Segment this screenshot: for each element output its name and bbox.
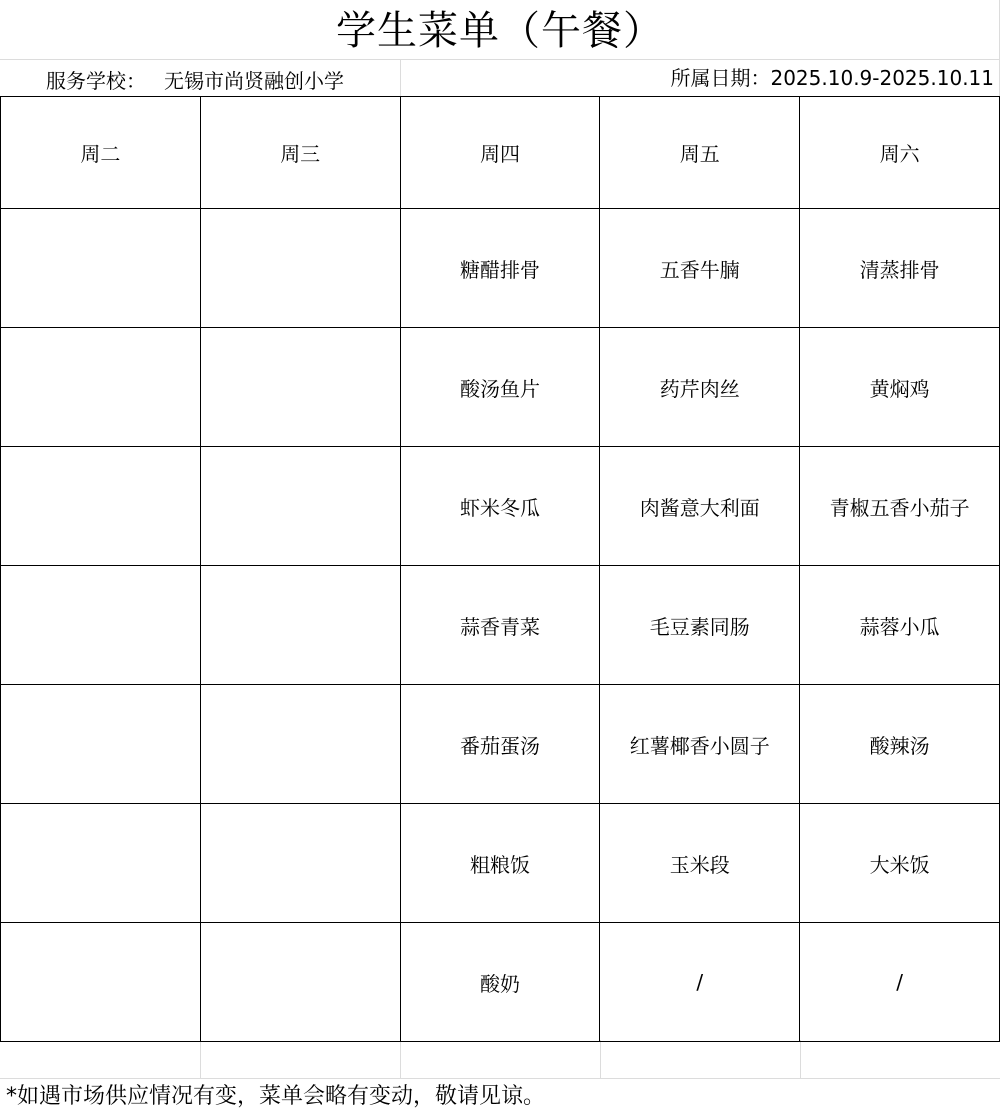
day-header: 周二 bbox=[1, 97, 201, 209]
table-row bbox=[1, 209, 1000, 328]
dish-cell: 青椒五香小茄子 bbox=[800, 447, 1000, 566]
dish-cell bbox=[1, 209, 201, 328]
day-header: 周三 bbox=[200, 97, 400, 209]
dish-cell: 肉酱意大利面 bbox=[600, 447, 800, 566]
day-header: 周五 bbox=[600, 97, 800, 209]
dish-cell bbox=[200, 566, 400, 685]
dish-cell: 大米饭 bbox=[800, 804, 1000, 923]
gridline bbox=[400, 60, 401, 96]
menu-table bbox=[0, 96, 1000, 1042]
header-row bbox=[1, 97, 1000, 209]
dish-cell: 酸奶 bbox=[400, 923, 600, 1042]
gridline bbox=[0, 1078, 1000, 1079]
gridline bbox=[200, 1040, 201, 1078]
dish-cell: 黄焖鸡 bbox=[800, 328, 1000, 447]
date-range: 所属日期：2025.10.9-2025.10.11 bbox=[670, 66, 994, 90]
dish-cell: 糖醋排骨 bbox=[400, 209, 600, 328]
table-row bbox=[1, 685, 1000, 804]
dish-cell: 红薯椰香小圆子 bbox=[600, 685, 800, 804]
dish-cell: / bbox=[600, 923, 800, 1042]
dish-cell bbox=[1, 447, 201, 566]
dish-cell bbox=[200, 447, 400, 566]
dish-cell: 蒜蓉小瓜 bbox=[800, 566, 1000, 685]
dish-cell bbox=[1, 685, 201, 804]
dish-cell bbox=[1, 804, 201, 923]
dish-cell: 酸辣汤 bbox=[800, 685, 1000, 804]
page-title: 学生菜单（午餐） bbox=[336, 8, 664, 54]
dish-cell bbox=[200, 209, 400, 328]
dish-cell bbox=[1, 923, 201, 1042]
gridline bbox=[400, 1040, 401, 1078]
dish-cell: / bbox=[800, 923, 1000, 1042]
dish-cell: 玉米段 bbox=[600, 804, 800, 923]
dish-cell: 蒜香青菜 bbox=[400, 566, 600, 685]
gridline bbox=[800, 1040, 801, 1078]
dish-cell: 五香牛腩 bbox=[600, 209, 800, 328]
dish-cell bbox=[1, 566, 201, 685]
school-name: 无锡市尚贤融创小学 bbox=[164, 69, 344, 93]
school-info bbox=[46, 62, 344, 96]
gridline bbox=[600, 1040, 601, 1078]
table-row bbox=[1, 328, 1000, 447]
table-row bbox=[1, 804, 1000, 923]
dish-cell: 清蒸排骨 bbox=[800, 209, 1000, 328]
day-header: 周四 bbox=[400, 97, 600, 209]
dish-cell: 虾米冬瓜 bbox=[400, 447, 600, 566]
school-label: 服务学校： bbox=[46, 69, 146, 93]
dish-cell bbox=[1, 328, 201, 447]
dish-cell: 番茄蛋汤 bbox=[400, 685, 600, 804]
dish-cell: 酸汤鱼片 bbox=[400, 328, 600, 447]
dish-cell: 粗粮饭 bbox=[400, 804, 600, 923]
dish-cell bbox=[200, 923, 400, 1042]
dish-cell bbox=[200, 685, 400, 804]
table-row bbox=[1, 923, 1000, 1042]
dish-cell: 毛豆素同肠 bbox=[600, 566, 800, 685]
footnote: *如遇市场供应情况有变，菜单会略有变动，敬请见谅。 bbox=[6, 1084, 546, 1109]
dish-cell: 药芹肉丝 bbox=[600, 328, 800, 447]
day-header: 周六 bbox=[800, 97, 1000, 209]
table-row bbox=[1, 566, 1000, 685]
dish-cell bbox=[200, 328, 400, 447]
table-row bbox=[1, 447, 1000, 566]
dish-cell bbox=[200, 804, 400, 923]
